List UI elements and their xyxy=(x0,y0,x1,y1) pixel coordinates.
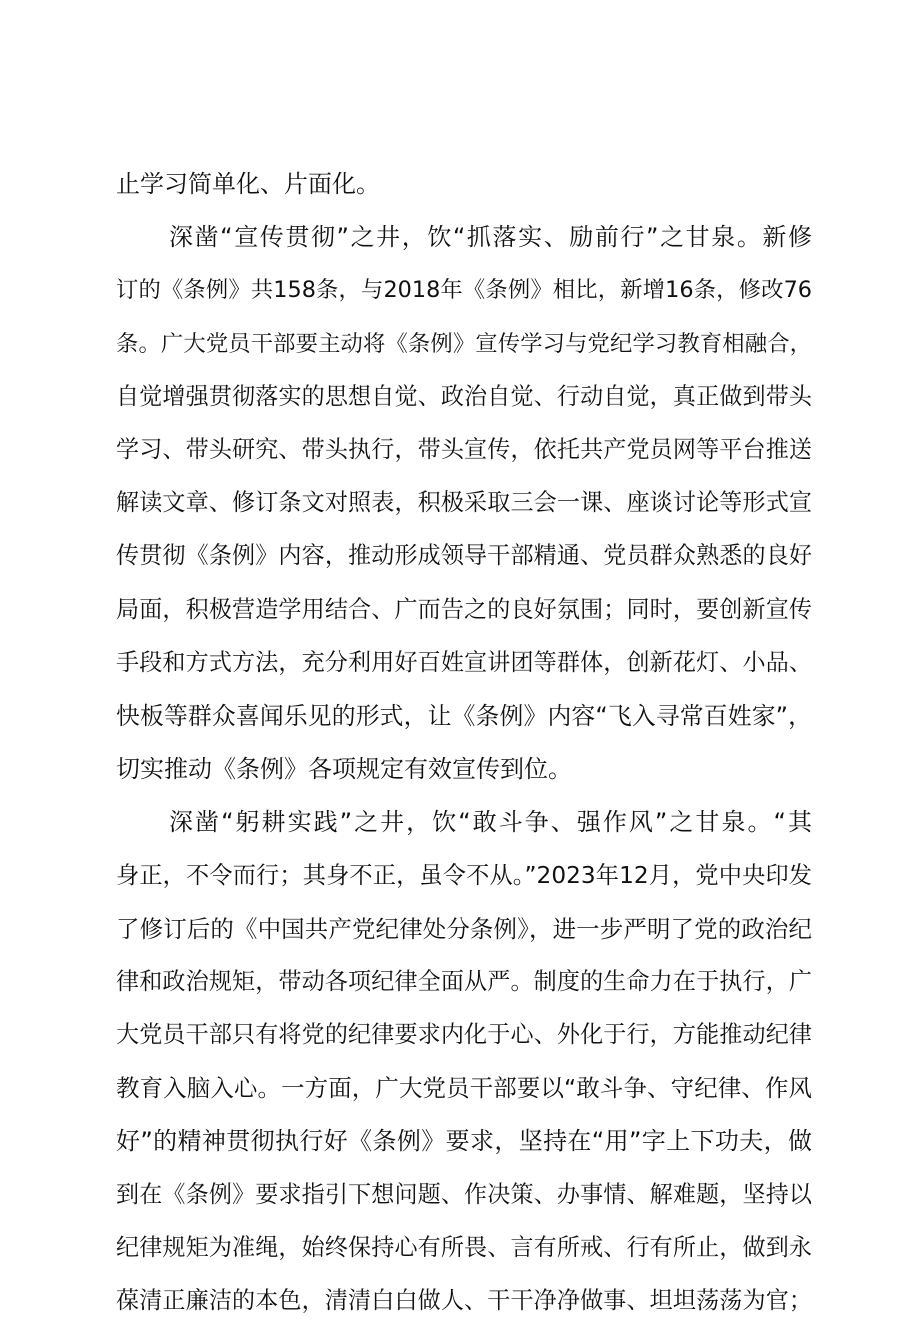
text-line: 身正，不令而行；其身不正，虽令不从。”2023年12月，党中央印发 xyxy=(116,862,812,890)
text-line: 止学习简单化、片面化。 xyxy=(116,170,380,198)
paragraph-first-line: 深凿“宣传贯彻”之井，饮“抓落实、励前行”之甘泉。新修 xyxy=(169,223,812,252)
text-line: 教育入脑入心。一方面，广大党员干部要以“敢斗争、守纪律、作风 xyxy=(116,1074,812,1103)
text-line: 条。广大党员干部要主动将《条例》宣传学习与党纪学习教育相融合， xyxy=(116,330,812,357)
text-line: 切实推动《条例》各项规定有效宣传到位。 xyxy=(116,755,572,784)
text-line: 了修订后的《中国共产党纪律处分条例》，进一步严明了党的政治纪 xyxy=(116,914,812,943)
text-line: 手段和方式方法，充分利用好百姓宣讲团等群体，创新花灯、小品、 xyxy=(116,649,812,676)
text-line: 快板等群众喜闻乐见的形式，让《条例》内容“飞入寻常百姓家”， xyxy=(116,701,812,730)
text-line: 大党员干部只有将党的纪律要求内化于心、外化于行，方能推动纪律 xyxy=(116,1022,812,1048)
text-line: 局面，积极营造学用结合、广而告之的良好氛围；同时，要创新宣传 xyxy=(116,596,812,623)
text-line: 到在《条例》要求指引下想问题、作决策、办事情、解难题，坚持以 xyxy=(116,1181,812,1208)
text-line: 解读文章、修订条文对照表，积极采取三会一课、座谈讨论等形式宣 xyxy=(116,490,812,517)
text-line: 传贯彻《条例》内容，推动形成领导干部精通、党员群众熟悉的良好 xyxy=(116,543,812,570)
text-line: 纪律规矩为准绳，始终保持心有所畏、言有所戒、行有所止，做到永 xyxy=(116,1234,812,1261)
text-line: 订的《条例》共158条，与2018年《条例》相比，新增16条，修改76 xyxy=(116,277,812,304)
paragraph-first-line: 深凿“躬耕实践”之井，饮“敢斗争、强作风”之甘泉。“其 xyxy=(169,808,812,837)
text-line: 律和政治规矩，带动各项纪律全面从严。制度的生命力在于执行，广 xyxy=(116,968,812,995)
text-line: 葆清正廉洁的本色，清清白白做人、干干净净做事、坦坦荡荡为官； xyxy=(116,1287,812,1314)
text-line: 好”的精神贯彻执行好《条例》要求，坚持在“用”字上下功夫，做 xyxy=(116,1127,812,1156)
text-line: 学习、带头研究、带头执行，带头宣传，依托共产党员网等平台推送 xyxy=(116,436,812,463)
body-text xyxy=(116,158,812,1328)
text-line: 自觉增强贯彻落实的思想自觉、政治自觉、行动自觉，真正做到带头 xyxy=(116,383,812,410)
